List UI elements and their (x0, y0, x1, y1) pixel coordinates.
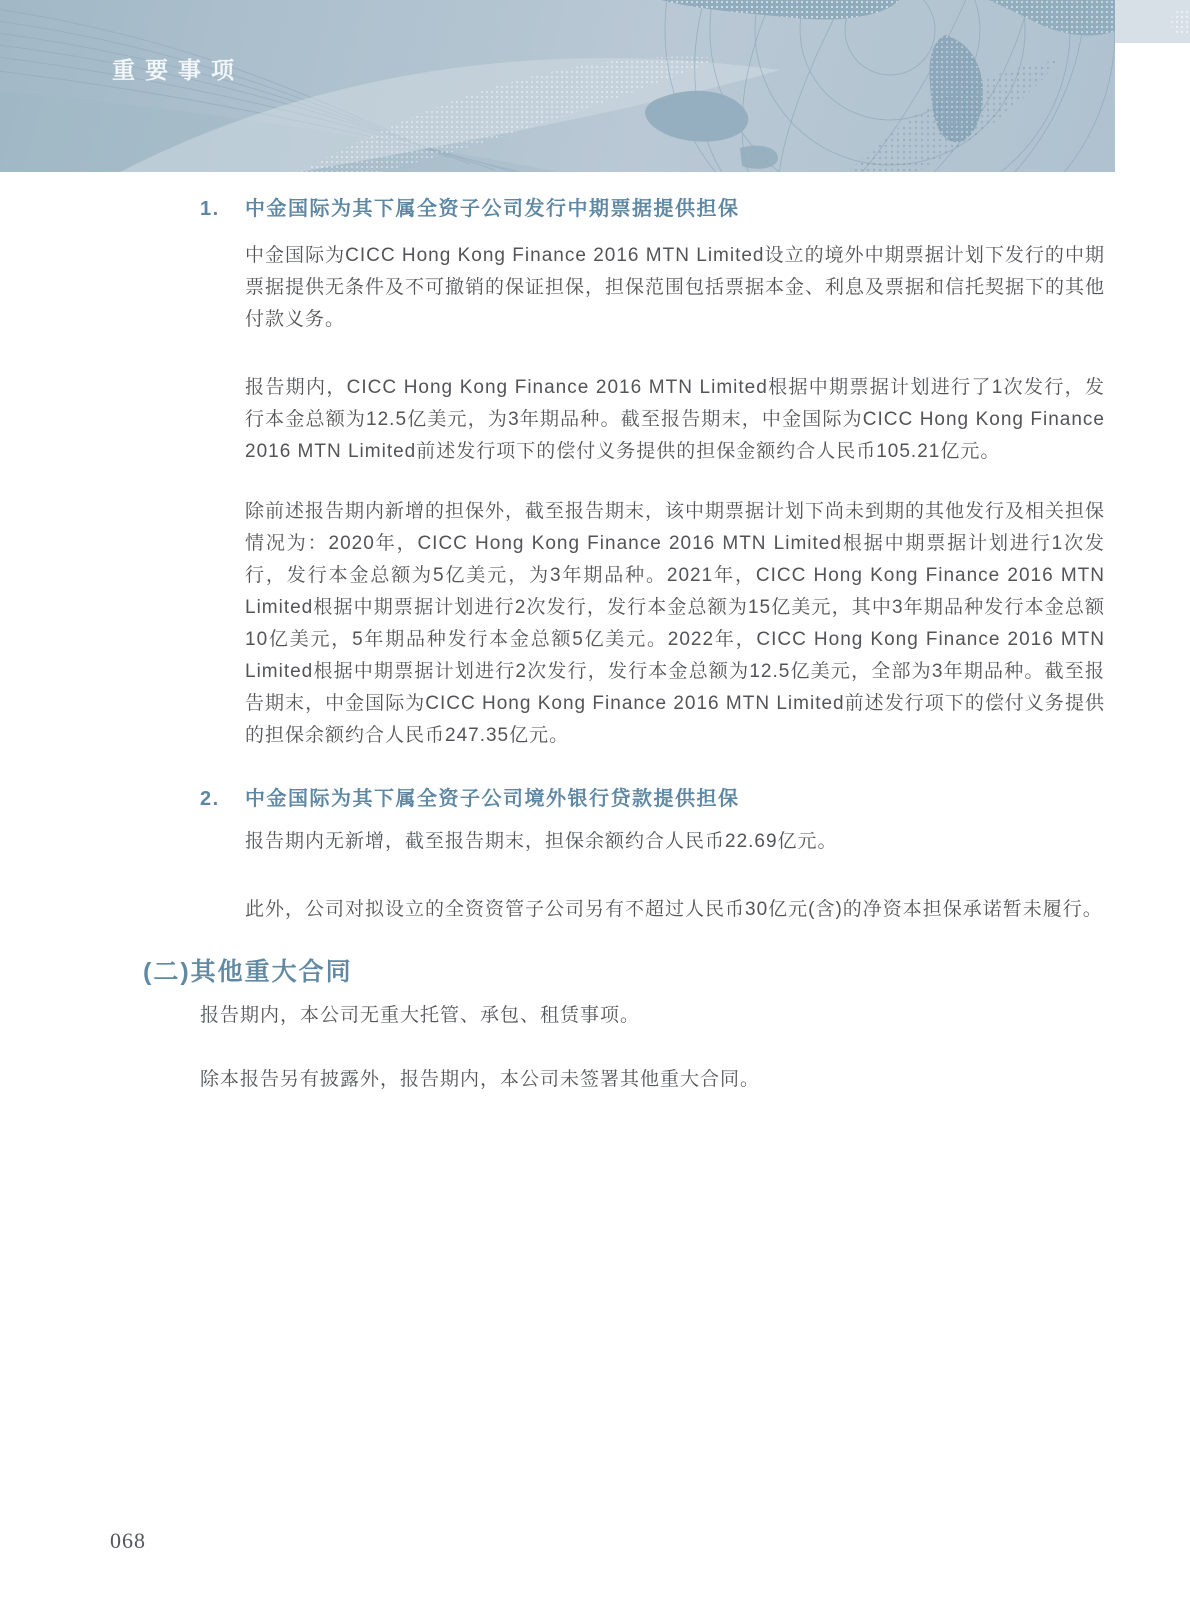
world-map-graphic (0, 0, 1115, 172)
section-2-paragraph-1: 报告期内无新增，截至报告期末，担保余额约合人民币22.69亿元。 (245, 831, 838, 852)
section-1-paragraph-2: 报告期内，CICC Hong Kong Finance 2016 MTN Limited根据中期票据计划进行了1次发行，发行本金总额为12.5亿美元，为3年期品种。截至报告期末，中金国际为CICC Hong Kong Finance 2016 MTN Limited前述发行项下的偿付义务提供的担保金额约合人民币105.21亿元。 (245, 377, 1105, 462)
section-2-number: 2. (200, 788, 220, 810)
section-2-heading (200, 784, 1190, 814)
section-1-paragraph-1: 中金国际为CICC Hong Kong Finance 2016 MTN Limited设立的境外中期票据计划下发行的中期票据提供无条件及不可撤销的保证担保，担保范围包括票据本金、利息及票据和信托契据下的其他付款义务。 (245, 245, 1106, 330)
section-1-number: 1. (200, 198, 220, 220)
page-title: 重要事项 (112, 58, 244, 83)
page-number: 068 (110, 1528, 146, 1553)
section-2-title: 中金国际为其下属全资子公司境外银行贷款提供担保 (245, 788, 740, 810)
other-contracts-paragraph-1: 报告期内，本公司无重大托管、承包、租赁事项。 (200, 1005, 641, 1026)
section-1-heading (200, 194, 1190, 224)
section-2-paragraph-2: 此外，公司对拟设立的全资资管子公司另有不超过人民币30亿元(含)的净资本担保承诺暂未履行。 (245, 899, 1103, 920)
section-1-title: 中金国际为其下属全资子公司发行中期票据提供担保 (245, 198, 740, 220)
header-corner-block (1115, 0, 1190, 43)
other-contracts-paragraph-2: 除本报告另有披露外，报告期内，本公司未签署其他重大合同。 (200, 1069, 761, 1090)
page-header-banner (0, 0, 1115, 172)
corner-dots-graphic (1115, 0, 1190, 43)
other-contracts-heading: (二)其他重大合同 (143, 958, 353, 986)
section-1-paragraph-3: 除前述报告期内新增的担保外，截至报告期末，该中期票据计划下尚未到期的其他发行及相关担保情况为：2020年，CICC Hong Kong Finance 2016 MTN Limited根据中期票据计划进行1次发行，发行本金总额为5亿美元，为3年期品种。2021年，CICC Hong Kong Finance 2016 MTN Limited根据中期票据计划进行2次发行，发行本金总额为15亿美元，其中3年期品种发行本金总额10亿美元，5年期品种发行本金总额5亿美元。2022年，CICC Hong Kong Finance 2016 MTN Limited根据中期票据计划进行2次发行，发行本金总额为12.5亿美元，全部为3年期品种。截至报告期末，中金国际为CICC Hong Kong Finance 2016 MTN Limited前述发行项下的偿付义务提供的担保余额约合人民币247.35亿元。 (245, 501, 1106, 746)
